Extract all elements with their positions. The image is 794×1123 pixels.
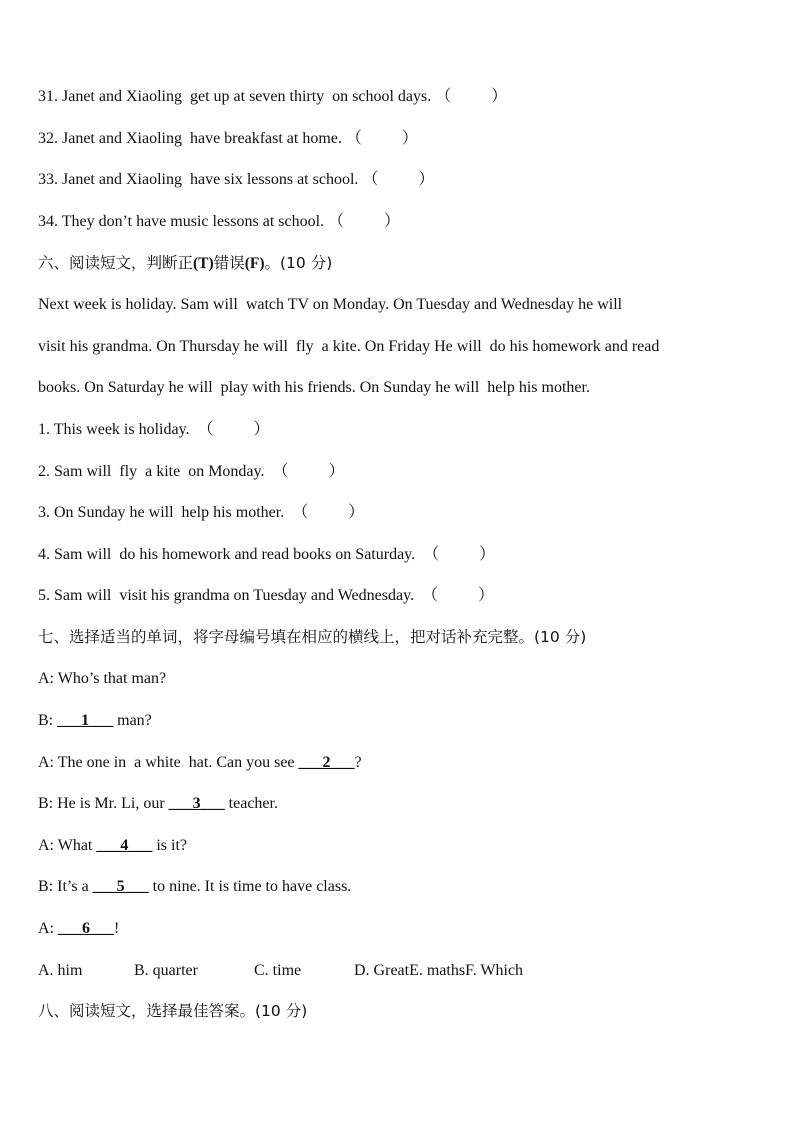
question-text: 34. They don’t have music lessons at school. xyxy=(38,213,329,230)
question-text: 3. On Sunday he will help his mother. xyxy=(38,504,293,521)
judge-item-4 xyxy=(38,545,495,565)
question-33 xyxy=(38,170,434,190)
judge-item-2 xyxy=(38,462,345,482)
answer-paren[interactable]: （ ） xyxy=(292,504,365,521)
dialog-text: B: He is Mr. Li, our xyxy=(38,795,169,812)
dialog-line xyxy=(38,711,152,731)
dialog-line xyxy=(38,919,119,939)
fill-blank[interactable]: ___3___ xyxy=(168,795,225,812)
judge-item-3 xyxy=(38,503,364,523)
section-8-heading: 八、阅读短文，选择最佳答案。(10 分) xyxy=(38,1002,308,1020)
dialog-line xyxy=(38,669,166,689)
answer-paren[interactable]: （ ） xyxy=(435,88,508,105)
passage-line: Next week is holiday. Sam will watch TV on Monday. On Tuesday and Wednesday he will xyxy=(38,296,623,313)
dialog-text: B: xyxy=(38,712,58,729)
answer-paren[interactable]: （ ） xyxy=(345,130,418,147)
passage-line: visit his grandma. On Thursday he will fly a kite. On Friday He will do his homework and read xyxy=(38,338,660,355)
fill-blank[interactable]: ___6___ xyxy=(58,920,114,937)
dialog-text: teacher. xyxy=(224,795,278,812)
dialog-text: A: What xyxy=(38,837,97,854)
dialog-line xyxy=(38,836,187,856)
fill-blank[interactable]: ___1___ xyxy=(57,712,114,729)
question-32 xyxy=(38,129,418,149)
question-text: 31. Janet and Xiaoling get up at seven thirty on school days. xyxy=(38,88,436,105)
judge-item-5 xyxy=(38,586,494,606)
dialog-line xyxy=(38,794,278,814)
option-item: B. quarter xyxy=(134,962,198,979)
question-text: 1. This week is holiday. xyxy=(38,421,198,438)
heading-false-mark: (F) xyxy=(244,255,265,272)
fill-blank[interactable]: ___2___ xyxy=(298,754,355,771)
option-item: A. him xyxy=(38,962,83,979)
heading-part: 。(10 分) xyxy=(264,254,333,272)
answer-paren[interactable]: （ ） xyxy=(197,421,270,438)
answer-paren[interactable]: （ ） xyxy=(328,213,401,230)
answer-paren[interactable]: （ ） xyxy=(423,546,496,563)
dialog-text: A: Who’s that man? xyxy=(38,670,167,687)
question-text: 2. Sam will fly a kite on Monday. xyxy=(38,463,273,480)
question-31 xyxy=(38,87,507,107)
heading-part: 错误 xyxy=(213,254,245,272)
judge-item-1 xyxy=(38,420,270,440)
heading-true-mark: (T) xyxy=(193,255,214,272)
dialog-text: A: xyxy=(38,920,58,937)
dialog-text: ! xyxy=(114,920,120,937)
answer-paren[interactable]: （ ） xyxy=(272,463,345,480)
dialog-line xyxy=(38,753,362,773)
dialog-text: B: It’s a xyxy=(38,878,93,895)
dialog-line xyxy=(38,877,351,897)
dialog-text: A: The one in a white hat. Can you see xyxy=(38,754,299,771)
word-options xyxy=(38,961,523,981)
section-6-heading xyxy=(38,253,332,274)
section-7-heading: 七、选择适当的单词，将字母编号填在相应的横线上，把对话补充完整。(10 分) xyxy=(38,628,587,646)
question-text: 32. Janet and Xiaoling have breakfast at home. xyxy=(38,130,346,147)
fill-blank[interactable]: ___5___ xyxy=(92,878,149,895)
dialog-text: is it? xyxy=(152,837,188,854)
dialog-text: to nine. It is time to have class. xyxy=(148,878,352,895)
answer-paren[interactable]: （ ） xyxy=(422,587,495,604)
dialog-text: man? xyxy=(113,712,152,729)
fill-blank[interactable]: ___4___ xyxy=(96,837,153,854)
question-text: 33. Janet and Xiaoling have six lessons at school. xyxy=(38,171,363,188)
question-34 xyxy=(38,212,400,232)
dialog-text: ? xyxy=(354,754,362,771)
answer-paren[interactable]: （ ） xyxy=(362,171,435,188)
option-item: D. GreatE. mathsF. Which xyxy=(354,962,524,979)
question-text: 5. Sam will visit his grandma on Tuesday and Wednesday. xyxy=(38,587,423,604)
heading-part: 六、阅读短文，判断正 xyxy=(38,254,194,272)
question-text: 4. Sam will do his homework and read books on Saturday. xyxy=(38,546,424,563)
passage-line: books. On Saturday he will play with his friends. On Sunday he will help his mother. xyxy=(38,379,590,396)
option-item: C. time xyxy=(254,962,302,979)
